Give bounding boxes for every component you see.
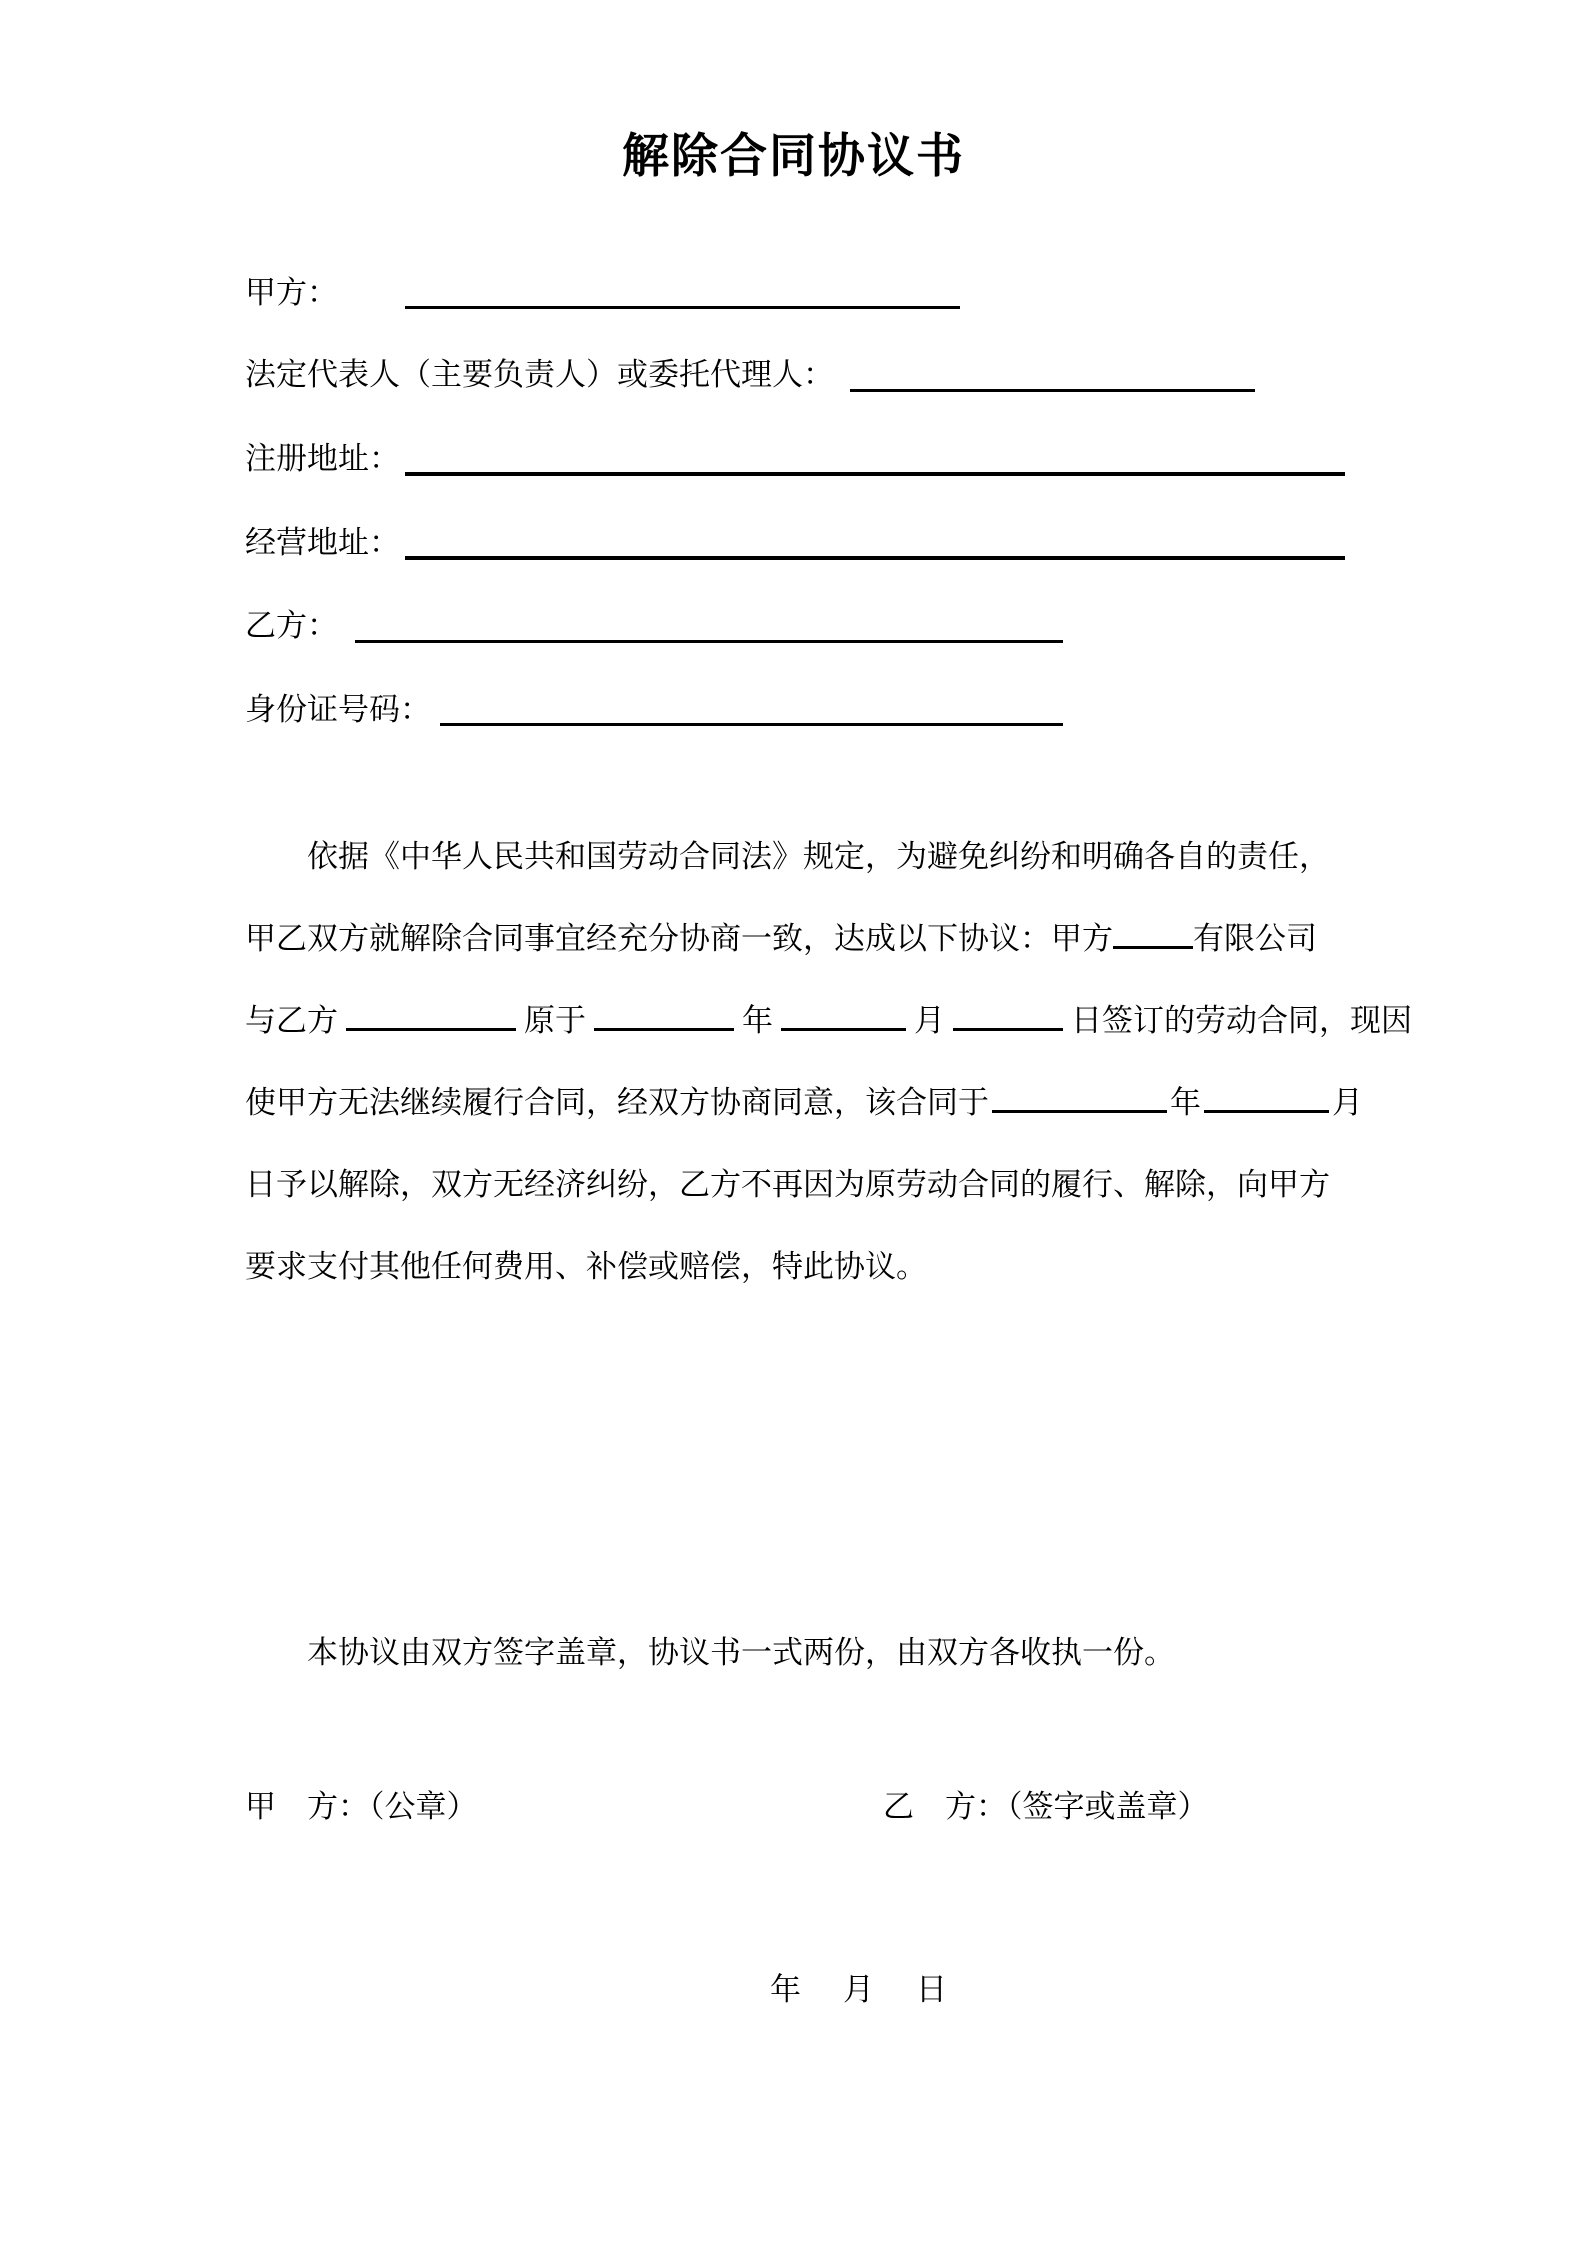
signature-party-b: 乙 方：（签字或盖章） xyxy=(883,1789,1209,1824)
field-blank-party-b[interactable] xyxy=(355,640,1063,643)
date-month-label: 月 xyxy=(843,1972,874,2007)
body-line-3-text-month: 月 xyxy=(914,1003,945,1038)
inline-blank-termination-month[interactable] xyxy=(1204,1107,1329,1113)
body-line-4-text-a: 使甲方无法继续履行合同，经双方协商同意，该合同于 xyxy=(245,1085,989,1120)
field-blank-registered-address[interactable] xyxy=(405,472,1345,476)
closing-line: 本协议由双方签字盖章，协议书一式两份，由双方各收执一份。 xyxy=(307,1635,1175,1670)
body-line-4 xyxy=(245,1084,1365,1122)
field-label-business-address: 经营地址： xyxy=(245,525,400,560)
body-line-3-text-year: 年 xyxy=(742,1003,773,1038)
document-title: 解除合同协议书 xyxy=(622,131,965,183)
field-blank-id-number[interactable] xyxy=(440,723,1063,726)
body-line-3-text-b: 原于 xyxy=(524,1003,586,1038)
field-label-party-a: 甲方： xyxy=(245,275,338,310)
field-label-party-b: 乙方： xyxy=(245,608,338,643)
inline-blank-termination-year[interactable] xyxy=(992,1107,1167,1113)
body-line-3-text-a: 与乙方 xyxy=(245,1003,338,1038)
field-blank-business-address[interactable] xyxy=(405,556,1345,560)
inline-blank-signing-year[interactable] xyxy=(594,1025,734,1031)
body-line-1: 依据《中华人民共和国劳动合同法》规定，为避免纠纷和明确各自的责任， xyxy=(307,839,1330,874)
body-line-6: 要求支付其他任何费用、补偿或赔偿，特此协议。 xyxy=(245,1249,927,1284)
body-line-3-text-e: 日签订的劳动合同，现因 xyxy=(1071,1003,1412,1038)
field-blank-party-a[interactable] xyxy=(405,306,960,309)
body-line-5: 日予以解除，双方无经济纠纷，乙方不再因为原劳动合同的履行、解除，向甲方 xyxy=(245,1167,1330,1202)
date-year-label: 年 xyxy=(770,1972,801,2007)
field-blank-legal-representative[interactable] xyxy=(850,389,1255,392)
body-line-4-text-month: 月 xyxy=(1332,1085,1363,1120)
inline-blank-signing-day[interactable] xyxy=(953,1025,1063,1031)
body-line-4-text-year: 年 xyxy=(1170,1085,1201,1120)
body-line-2-text-pre: 甲乙双方就解除合同事宜经充分协商一致，达成以下协议：甲方 xyxy=(245,921,1113,956)
inline-blank-party-b-name[interactable] xyxy=(346,1025,516,1031)
inline-blank-signing-month[interactable] xyxy=(781,1025,906,1031)
field-label-registered-address: 注册地址： xyxy=(245,441,400,476)
date-day-label: 日 xyxy=(916,1972,947,2007)
field-label-id-number: 身份证号码： xyxy=(245,692,431,727)
body-line-2 xyxy=(245,920,1365,958)
body-line-2-text-post: 有限公司 xyxy=(1193,921,1317,956)
signature-party-a: 甲 方：（公章） xyxy=(245,1789,478,1824)
body-line-3 xyxy=(245,1002,1412,1040)
inline-blank-company-name[interactable] xyxy=(1113,943,1193,949)
field-label-legal-representative: 法定代表人（主要负责人）或委托代理人： xyxy=(245,357,834,392)
date-line xyxy=(770,1972,947,2008)
